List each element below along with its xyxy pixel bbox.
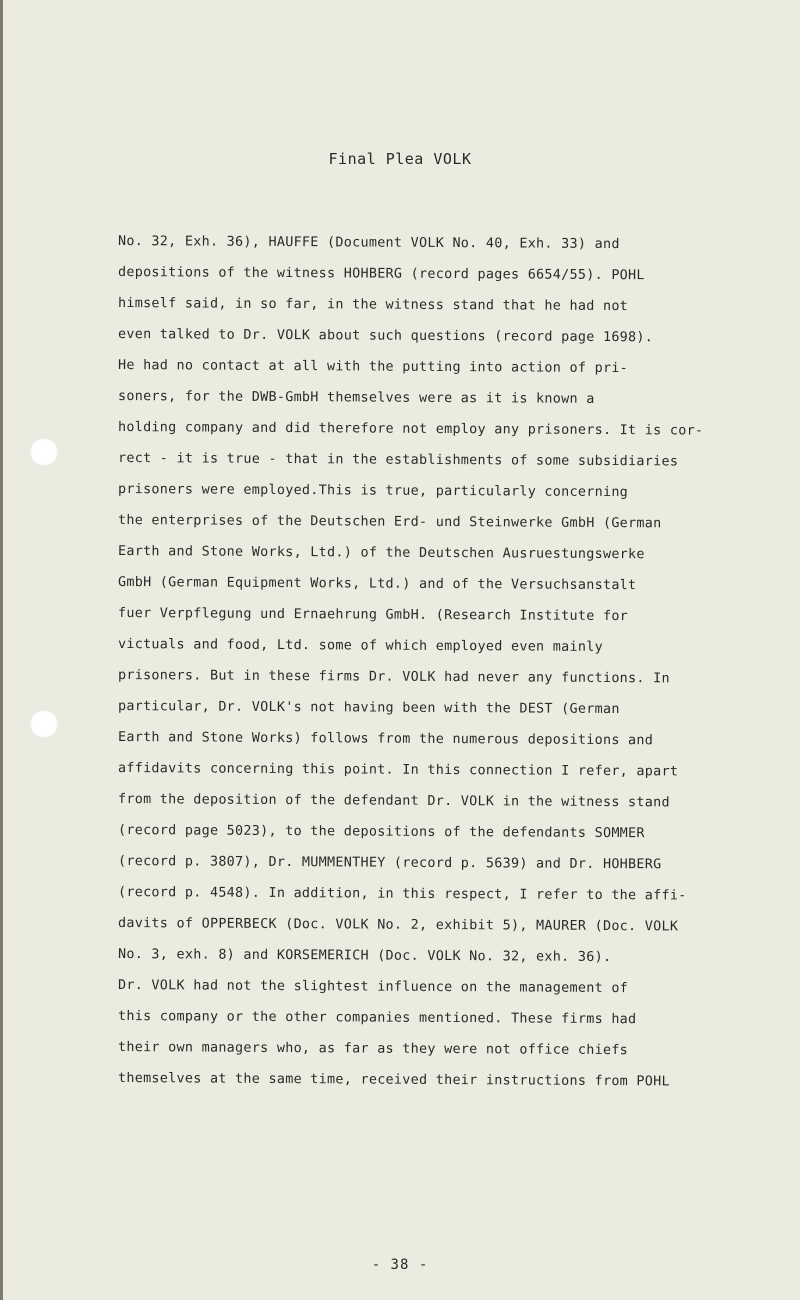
punch-hole-lower [30, 710, 58, 738]
text-line: even talked to Dr. VOLK about such questions (record page 1698). [117, 327, 654, 346]
text-line: Earth and Stone Works) follows from the numerous depositions and [117, 730, 654, 749]
text-line: victuals and food, Ltd. some of which employed even mainly [117, 637, 604, 655]
text-line: (record p. 4548). In addition, in this respect, I refer to the affi- [117, 885, 687, 904]
page-number: - 38 - [371, 1257, 429, 1273]
text-line: depositions of the witness HOHBERG (record pages 6654/55). POHL [117, 265, 645, 284]
text-line: from the deposition of the defendant Dr. VOLK in the witness stand [117, 792, 670, 811]
text-line: (record page 5023), to the depositions of the defendants SOMMER [117, 823, 645, 842]
text-line: holding company and did therefore not employ any prisoners. It is cor- [117, 420, 704, 439]
text-line: Dr. VOLK had not the slightest influence on the management of [117, 978, 629, 997]
text-line: fuer Verpflegung und Ernaehrung GmbH. (Research Institute for [117, 606, 629, 625]
punch-hole-upper [30, 438, 58, 466]
text-line: themselves at the same time, received their instructions from POHL [117, 1071, 670, 1090]
body-text [118, 226, 718, 1094]
text-line: the enterprises of the Deutschen Erd- und Steinwerke GmbH (German [117, 513, 662, 532]
page-left-edge [0, 0, 3, 1300]
text-line: himself said, in so far, in the witness stand that he had not [117, 296, 629, 315]
text-line: He had no contact at all with the putting into action of pri- [117, 358, 629, 377]
text-line: davits of OPPERBECK (Doc. VOLK No. 2, exhibit 5), MAURER (Doc. VOLK [117, 916, 679, 935]
text-line: prisoners were employed.This is true, particularly concerning [117, 482, 629, 501]
text-line: soners, for the DWB-GmbH themselves were as it is known a [117, 389, 595, 407]
text-line: their own managers who, as far as they were not office chiefs [117, 1040, 629, 1059]
text-line: affidavits concerning this point. In this connection I refer, apart [117, 761, 679, 780]
page-title: Final Plea VOLK [328, 150, 472, 168]
text-line: No. 3, exh. 8) and KORSEMERICH (Doc. VOLK No. 32, exh. 36). [117, 947, 612, 966]
text-line: (record p. 3807), Dr. MUMMENTHEY (record p. 5639) and Dr. HOHBERG [117, 854, 662, 873]
text-line: prisoners. But in these firms Dr. VOLK had never any functions. In [117, 668, 670, 687]
text-line: particular, Dr. VOLK's not having been with the DEST (German [117, 699, 620, 718]
text-line: No. 32, Exh. 36), HAUFFE (Document VOLK No. 40, Exh. 33) and [117, 234, 620, 253]
text-line: this company or the other companies mentioned. These firms had [117, 1009, 637, 1028]
text-line: rect - it is true - that in the establishments of some subsidiaries [117, 451, 679, 470]
text-line: Earth and Stone Works, Ltd.) of the Deutschen Ausruestungswerke [117, 544, 645, 563]
text-line: GmbH (German Equipment Works, Ltd.) and of the Versuchsanstalt [117, 575, 637, 594]
